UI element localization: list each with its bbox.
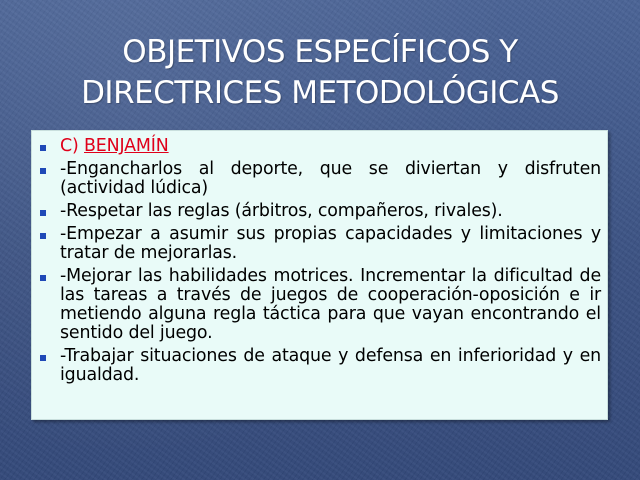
bullet-list (36, 137, 601, 385)
list-item-heading-text (60, 137, 601, 156)
list-item (36, 225, 601, 263)
list-item-text: -Trabajar situaciones de ataque y defensa en inferioridad y en igualdad. (60, 346, 601, 385)
square-bullet-icon (40, 233, 46, 239)
square-bullet-icon (40, 145, 46, 151)
square-bullet-icon (40, 355, 46, 361)
list-item (36, 160, 601, 198)
content-box (31, 130, 608, 420)
list-item (36, 347, 601, 385)
slide-title (20, 32, 620, 114)
list-item-heading (36, 137, 601, 156)
benjamin-link[interactable]: BENJAMÍN (84, 136, 169, 156)
list-item-text: -Respetar las reglas (árbitros, compañeros, rivales). (60, 201, 503, 221)
list-item-text: -Empezar a asumir sus propias capacidades y limitaciones y tratar de mejorarlas. (60, 224, 601, 263)
slide-title-line-1: OBJETIVOS ESPECÍFICOS Y (122, 34, 518, 70)
square-bullet-icon (40, 275, 46, 281)
list-item-text: -Engancharlos al deporte, que se diviertan y disfruten (actividad lúdica) (60, 159, 601, 198)
list-item-text: -Mejorar las habilidades motrices. Incrementar la dificultad de las tareas a través de juegos de cooperación-oposición e ir metiendo alguna regla táctica para que vayan encontrando el sentido del juego. (60, 266, 601, 343)
list-item (36, 202, 601, 221)
heading-prefix: C) (60, 136, 85, 156)
list-item (36, 267, 601, 343)
slide-title-line-2: DIRECTRICES METODOLÓGICAS (81, 75, 559, 111)
square-bullet-icon (40, 210, 46, 216)
square-bullet-icon (40, 168, 46, 174)
